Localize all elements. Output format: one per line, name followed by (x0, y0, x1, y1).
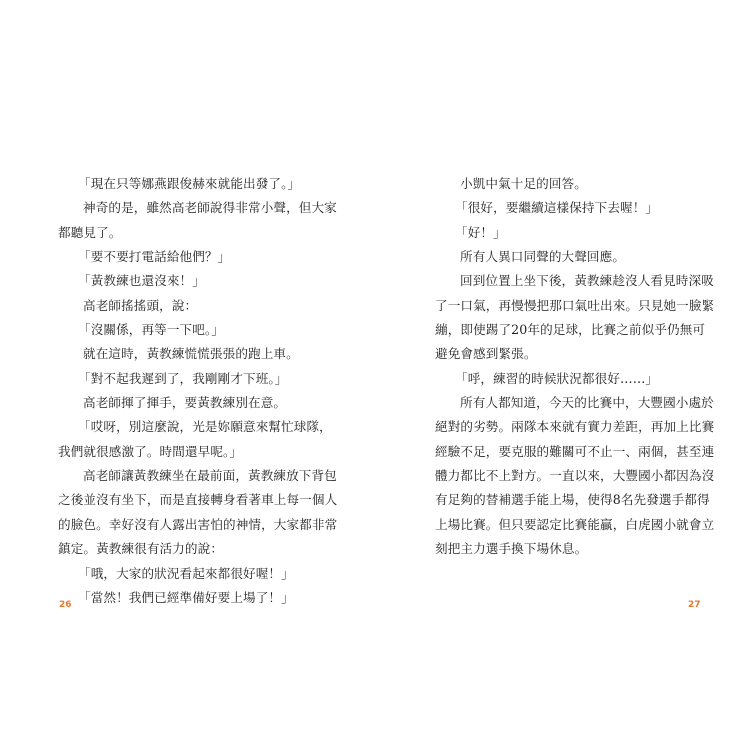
text-line: 體力都比不上對方。一直以來，大豐國小都因為沒 (435, 468, 715, 484)
text-line: 「呼，練習的時候狀況都很好……」 (455, 370, 659, 386)
text-line: 「當然！我們已經準備好要上場了！」 (78, 589, 294, 605)
text-line: 所有人異口同聲的大聲回應。 (460, 249, 626, 265)
text-line: 上場比賽。但只要認定比賽能贏，白虎國小就會立 (435, 516, 715, 532)
text-line: 避免會感到緊張。 (435, 346, 537, 362)
text-line: 就在這時，黃教練慌慌張張的跑上車。 (83, 346, 299, 362)
text-line: 所有人都知道，今天的比賽中，大豐國小處於 (460, 395, 714, 411)
text-line: 之後並沒有坐下，而是直接轉身看著車上每一個人 (58, 492, 338, 508)
text-line: 「很好，要繼續這樣保持下去喔！」 (455, 200, 659, 216)
page-number: 26 (59, 600, 72, 610)
text-line: 「要不要打電話給他們？」 (78, 249, 231, 265)
text-line: 小凱中氣十足的回答。 (460, 176, 587, 191)
text-line: 「哦，大家的狀況看起來都很好喔！」 (78, 565, 294, 581)
text-line: 「對不起我遲到了，我剛剛才下班。」 (78, 370, 288, 386)
text-line: 的臉色。幸好沒有人露出害怕的神情，大家都非常 (58, 516, 338, 532)
text-line: 了一口氣，再慢慢把那口氣吐出來。只見她一臉緊 (435, 297, 715, 313)
text-line: 「黃教練也還沒來！」 (78, 273, 205, 289)
text-line: 「哎呀，別這麼說，光是妳願意來幫忙球隊， (78, 419, 332, 435)
text-line: 「現在只等娜燕跟俊赫來就能出發了。」 (78, 176, 301, 191)
text-line: 經驗不足，要克服的難關可不止一、兩個，甚至連 (435, 443, 715, 459)
text-line: 刻把主力選手換下場休息。 (435, 541, 588, 557)
text-line: 「好！」 (455, 224, 506, 240)
page-number: 27 (688, 600, 701, 610)
text-line: 「沒關係，再等一下吧。」 (78, 322, 225, 338)
text-line: 高老師揮了揮手，要黃教練別在意。 (83, 395, 287, 411)
text-line: 有足夠的替補選手能上場，使得8名先發選手都得 (435, 492, 710, 508)
text-line: 都聽見了。 (58, 224, 122, 240)
right-page-text (435, 172, 715, 562)
right-page (375, 0, 750, 750)
text-line: 高老師讓黃教練坐在最前面，黃教練放下背包 (83, 468, 337, 484)
text-line: 我們就很感激了。時間還早呢。」 (58, 443, 243, 459)
text-line: 鎮定。黃教練很有活力的說： (58, 541, 224, 557)
text-line: 絕對的劣勢。兩隊本來就有實力差距，再加上比賽 (435, 419, 715, 435)
text-line: 回到位置上坐下後，黃教練趁沒人看見時深吸 (460, 273, 714, 289)
left-page-text (58, 172, 343, 610)
text-line: 繃，即使踢了20年的足球，比賽之前似乎仍無可 (435, 322, 706, 338)
text-line: 高老師搖搖頭，說： (83, 297, 198, 313)
text-line: 神奇的是，雖然高老師說得非常小聲，但大家 (83, 200, 337, 216)
